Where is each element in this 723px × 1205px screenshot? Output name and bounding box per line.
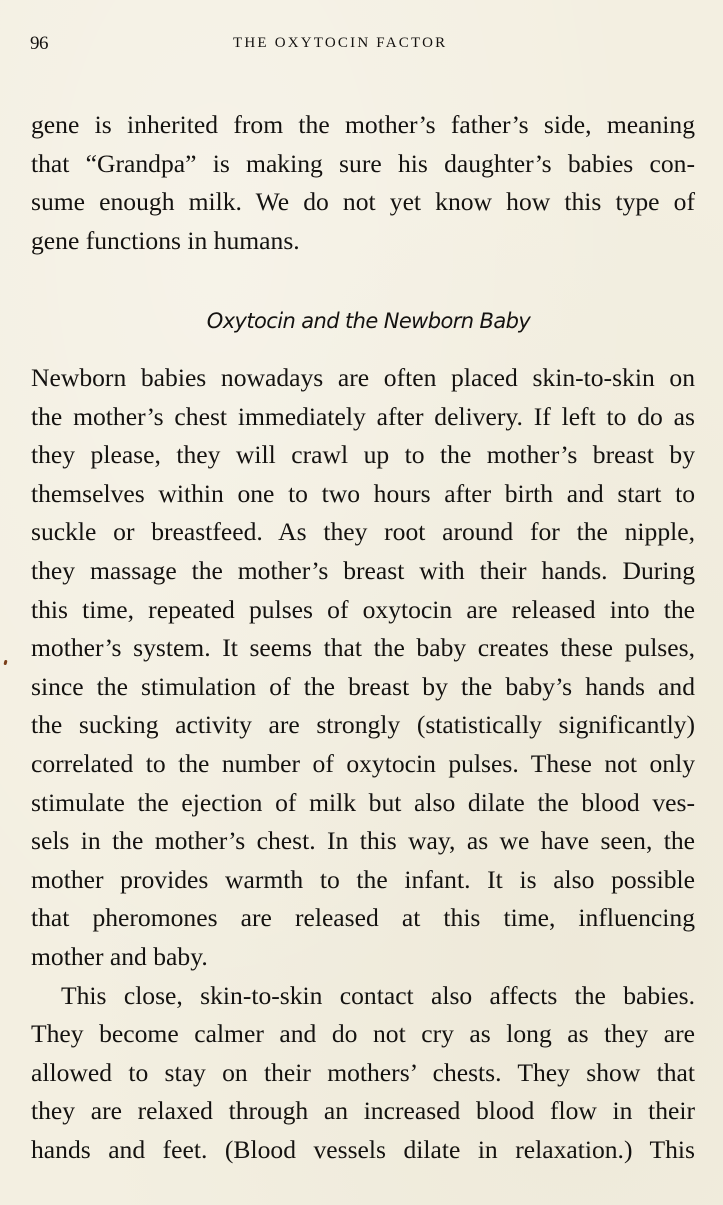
text-line: They become calmer and do not cry as long as they are [31,1019,695,1049]
running-head [30,33,693,57]
text-line: mother provides warmth to the infant. It is also possible [31,864,695,894]
margin-ink-speck [3,660,7,666]
text-line: gene is inherited from the mother’s father’s side, meaning [31,110,695,139]
text-line: mother and baby. [31,941,208,971]
text-line: suckle or breastfeed. As they root around for the nipple, [31,517,695,547]
text-line: since the stimulation of the breast by the baby’s hands and [31,671,695,701]
paragraph-gene-inheritance [31,106,695,260]
book-title: THE OXYTOCIN FACTOR [233,35,448,51]
text-line: themselves within one to two hours after birth and start to [31,478,695,508]
paragraph-newborn-skin-to-skin [31,359,695,977]
text-line: this time, repeated pulses of oxytocin are released into the [31,594,695,624]
paragraph-baby-effects [31,977,695,1170]
text-line: stimulate the ejection of milk but also dilate the blood ves- [31,787,695,817]
text-line: that “Grandpa” is making sure his daughter’s babies con- [31,148,695,178]
page-number: 96 [30,33,48,54]
text-line: mother’s system. It seems that the baby creates these pulses, [31,633,695,663]
text-line: correlated to the number of oxytocin pulses. These not only [31,748,695,778]
text-line: Newborn babies nowadays are often placed skin-to-skin on [31,363,695,392]
text-line: sels in the mother’s chest. In this way, as we have seen, the [31,826,695,856]
text-line: the mother’s chest immediately after delivery. If left to do as [31,401,695,431]
text-line: they massage the mother’s breast with their hands. During [31,555,695,585]
body-paragraphs [31,359,695,1169]
text-line: gene functions in humans. [31,225,300,255]
text-line: that pheromones are released at this time, influencing [31,903,695,933]
text-line: hands and feet. (Blood vessels dilate in relaxation.) This [31,1134,695,1164]
text-line: the sucking activity are strongly (statistically significantly) [31,710,695,740]
text-line: they are relaxed through an increased blood flow in their [31,1096,695,1126]
text-line: they please, they will crawl up to the mother’s breast by [31,440,695,470]
section-heading: Oxytocin and the Newborn Baby [206,309,531,333]
text-line: sume enough milk. We do not yet know how this type of [31,187,695,217]
text-line: allowed to stay on their mothers’ chests. They show that [31,1057,695,1087]
text-line: This close, skin-to-skin contact also affects the babies. [61,980,695,1010]
